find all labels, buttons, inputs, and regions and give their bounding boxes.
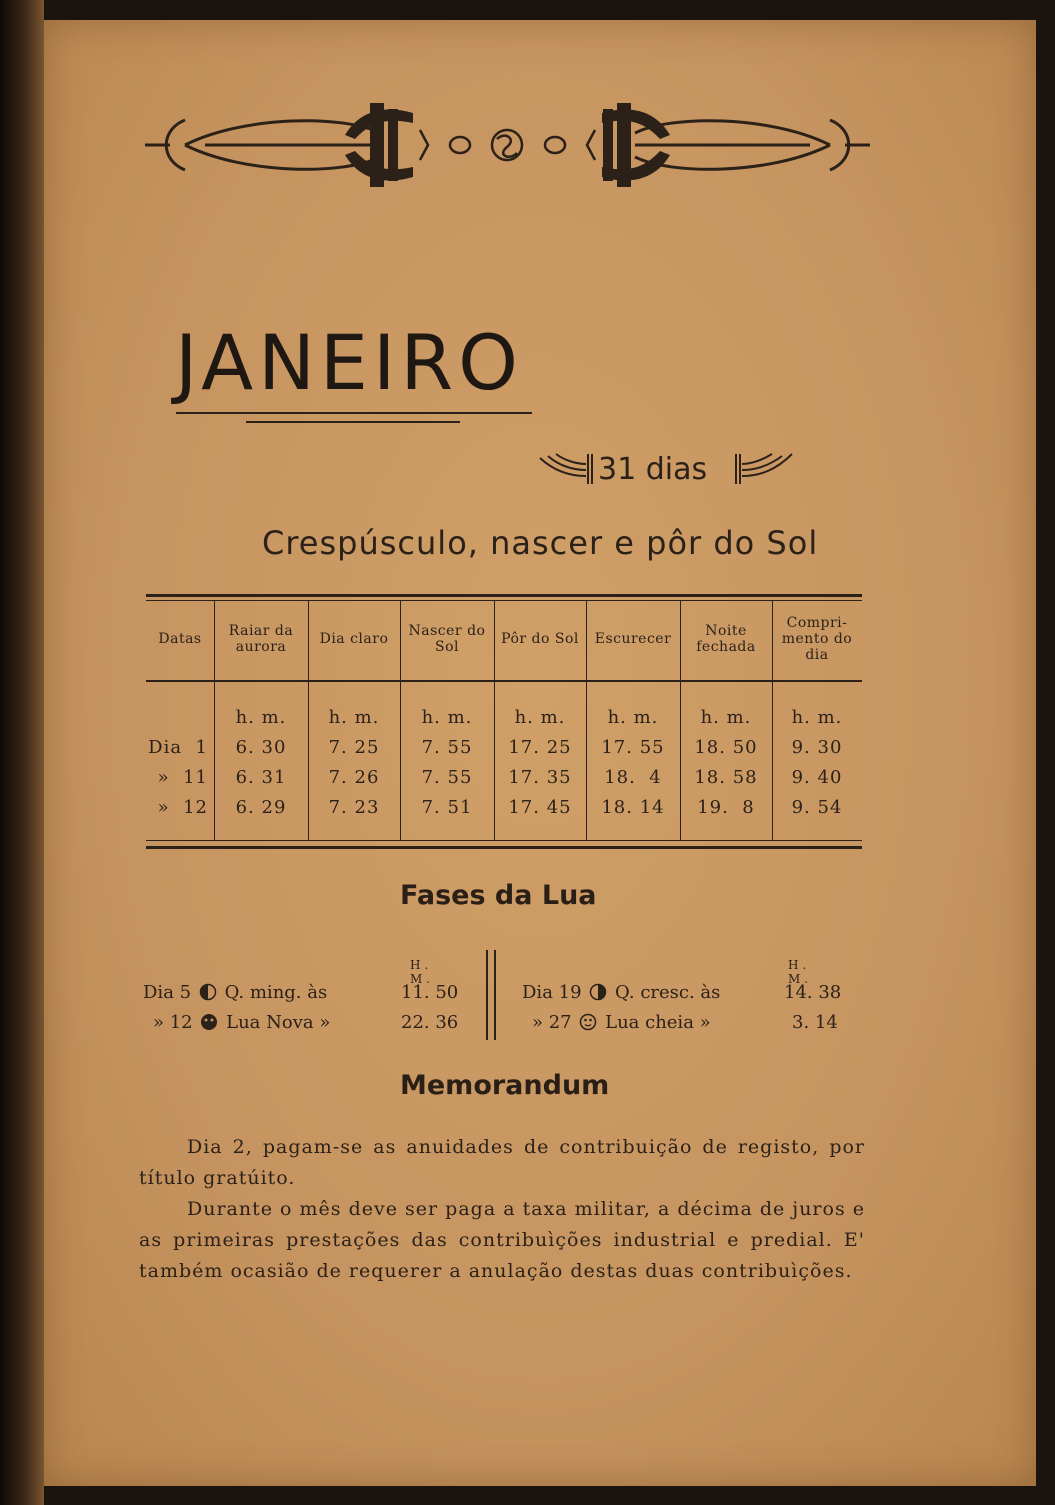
unit-label: h. m. [328, 706, 380, 728]
table-cell: 6. 29 [235, 796, 287, 818]
moon-phase-row [153, 1012, 330, 1033]
row-label: Dia 1 [148, 736, 208, 758]
moon-phase-name: Q. ming. às [224, 982, 328, 1003]
moon-phase-time: 14. 38 [784, 982, 842, 1003]
title-underline [176, 412, 532, 414]
table-cell: 18. 50 [694, 736, 758, 758]
moon-phase-name: Lua Nova » [226, 1012, 331, 1033]
new-moon-icon [200, 1013, 218, 1031]
unit-label: h. m. [700, 706, 752, 728]
table-cell: 18. 4 [604, 766, 662, 788]
memorandum-paragraph: Dia 2, pagam-se as anuidades de contribuição de registo, por título gratúito. [139, 1136, 865, 1189]
table-cell: 6. 30 [235, 736, 287, 758]
table-cell: 7. 26 [328, 766, 380, 788]
unit-label: h. m. [514, 706, 566, 728]
title-underline-short [246, 421, 460, 423]
table-top-rule [146, 594, 862, 597]
col-header-raiar: Raiar da aurora [228, 623, 294, 655]
moon-time-header: H. M. [410, 958, 435, 986]
twilight-title: Crespúsculo, nascer e pôr do Sol [262, 524, 819, 562]
table-cell: 17. 25 [508, 736, 572, 758]
left-days-bracket-icon [538, 448, 594, 488]
moon-phase-time: 22. 36 [401, 1012, 459, 1033]
table-bottom-rule [146, 846, 862, 849]
moon-phase-row [143, 982, 327, 1003]
right-days-bracket-icon [734, 448, 794, 488]
table-header-rule [146, 680, 862, 682]
col-header-nascer: Nascer do Sol [408, 623, 486, 655]
table-cell: 7. 55 [421, 736, 473, 758]
table-top-rule-inner [146, 600, 862, 601]
days-count: 31 dias [598, 452, 708, 487]
moon-phase-row [522, 982, 720, 1003]
table-cell: 9. 40 [791, 766, 843, 788]
moon-column-divider [486, 950, 488, 1040]
col-header-datas: Datas [158, 631, 202, 647]
moon-phases-title: Fases da Lua [400, 880, 597, 911]
moon-column-divider [494, 950, 496, 1040]
col-header-por: Pôr do Sol [501, 631, 579, 647]
last-quarter-icon [199, 983, 217, 1001]
table-cell: 19. 8 [697, 796, 755, 818]
memorandum-text [139, 1132, 865, 1287]
first-quarter-icon [589, 983, 607, 1001]
book-spine [0, 0, 44, 1505]
table-cell: 9. 54 [791, 796, 843, 818]
moon-day: » 27 [532, 1012, 572, 1033]
moon-time-header: H. M. [788, 958, 813, 986]
col-header-escurecer: Escurecer [594, 631, 672, 647]
table-cell: 18. 14 [601, 796, 665, 818]
table-cell: 7. 23 [328, 796, 380, 818]
table-cell: 17. 45 [508, 796, 572, 818]
table-cell: 17. 55 [601, 736, 665, 758]
unit-label: h. m. [421, 706, 473, 728]
moon-phase-row [532, 1012, 711, 1033]
col-header-comprimento: Compri-mento do dia [781, 615, 853, 663]
table-cell: 6. 31 [235, 766, 287, 788]
moon-phase-name: Lua cheia » [605, 1012, 711, 1033]
moon-phase-time: 3. 14 [792, 1012, 838, 1033]
table-cell: 18. 58 [694, 766, 758, 788]
memorandum-paragraph: Durante o mês deve ser paga a taxa militar, a décima de juros e as primeiras prestações das contribuìções industrial e predial. E' também ocasião de requerer a anulação destas duas contribuìções. [139, 1198, 865, 1282]
full-moon-icon [579, 1013, 597, 1031]
unit-label: h. m. [235, 706, 287, 728]
table-cell: 7. 55 [421, 766, 473, 788]
art-nouveau-ornament [145, 95, 870, 195]
moon-day: Dia 5 [143, 982, 192, 1003]
col-header-noite: Noite fechada [696, 623, 756, 655]
memorandum-title: Memorandum [400, 1070, 610, 1101]
row-label: » 11 [157, 766, 208, 788]
moon-phase-time: 11. 50 [401, 982, 459, 1003]
moon-phase-name: Q. cresc. às [615, 982, 721, 1003]
row-label: » 12 [157, 796, 208, 818]
col-header-dia-claro: Dia claro [319, 631, 389, 647]
table-bottom-rule-inner [146, 840, 862, 841]
moon-day: Dia 19 [522, 982, 582, 1003]
table-cell: 7. 51 [421, 796, 473, 818]
moon-day: » 12 [153, 1012, 193, 1033]
unit-label: h. m. [607, 706, 659, 728]
unit-label: h. m. [791, 706, 843, 728]
table-cell: 9. 30 [791, 736, 843, 758]
month-title: JANEIRO [175, 318, 523, 407]
table-cell: 7. 25 [328, 736, 380, 758]
table-cell: 17. 35 [508, 766, 572, 788]
